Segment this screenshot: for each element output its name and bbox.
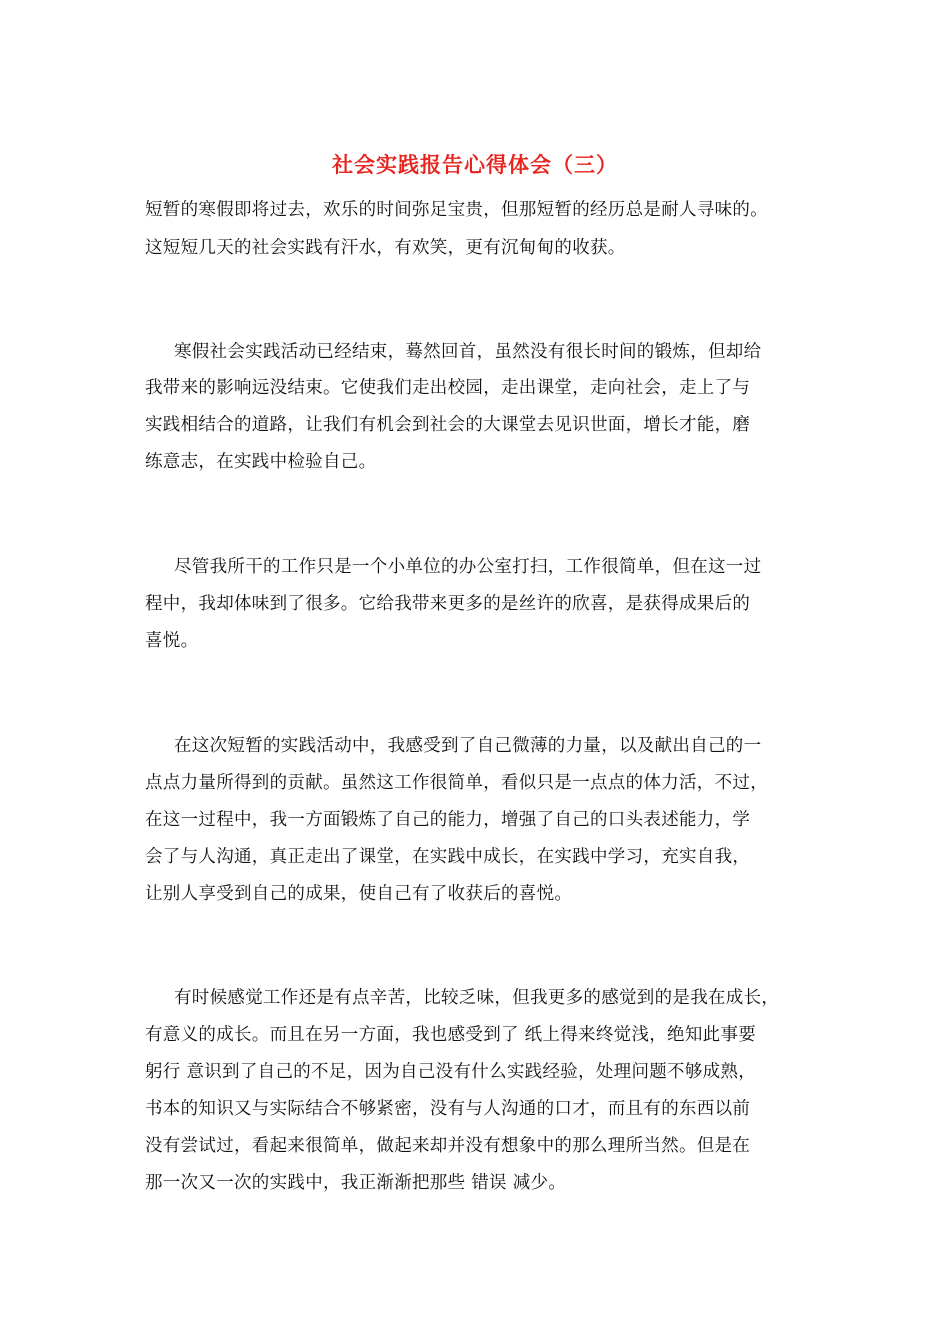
paragraph-3-line-1: 尽管我所干的工作只是一个小单位的办公室打扫，工作很简单，但在这一过 xyxy=(174,557,762,577)
paragraph-2-line-1: 寒假社会实践活动已经结束，蓦然回首，虽然没有很长时间的锻炼，但却给 xyxy=(174,342,762,362)
paragraph-4-line-5: 让别人享受到自己的成果，使自己有了收获后的喜悦。 xyxy=(145,884,573,904)
paragraph-2-line-4: 练意志，在实践中检验自己。 xyxy=(145,452,377,472)
paragraph-4-line-2: 点点力量所得到的贡献。虽然这工作很简单，看似只是一点点的体力活，不过， xyxy=(145,773,768,793)
paragraph-4-line-1: 在这次短暂的实践活动中，我感受到了自己微薄的力量，以及献出自己的一 xyxy=(174,736,762,756)
paragraph-2-line-2: 我带来的影响远没结束。它使我们走出校园，走出课堂，走向社会，走上了与 xyxy=(145,378,751,398)
paragraph-5-line-6: 那一次又一次的实践中，我正渐渐把那些 错误 减少。 xyxy=(145,1173,567,1193)
paragraph-5-line-2: 有意义的成长。而且在另一方面，我也感受到了 纸上得来终觉浅，绝知此事要 xyxy=(145,1025,757,1045)
paragraph-1-line-2: 这短短几天的社会实践有汗水，有欢笑，更有沉甸甸的收获。 xyxy=(145,238,626,258)
document-title: 社会实践报告心得体会（三） xyxy=(332,152,618,177)
paragraph-4-line-3: 在这一过程中，我一方面锻炼了自己的能力，增强了自己的口头表述能力，学 xyxy=(145,810,751,830)
paragraph-5-line-3: 躬行 意识到了自己的不足，因为自己没有什么实践经验，处理问题不够成熟， xyxy=(145,1062,757,1082)
paragraph-5-line-4: 书本的知识又与实际结合不够紧密，没有与人沟通的口才，而且有的东西以前 xyxy=(145,1099,751,1119)
paragraph-2-line-3: 实践相结合的道路，让我们有机会到社会的大课堂去见识世面，增长才能，磨 xyxy=(145,415,751,435)
paragraph-1-line-1: 短暂的寒假即将过去，欢乐的时间弥足宝贵，但那短暂的经历总是耐人寻味的。 xyxy=(145,200,768,220)
paragraph-4-line-4: 会了与人沟通，真正走出了课堂，在实践中成长，在实践中学习，充实自我， xyxy=(145,847,751,867)
paragraph-3-line-2: 程中，我却体味到了很多。它给我带来更多的是丝许的欣喜，是获得成果后的 xyxy=(145,594,751,614)
paragraph-5-line-1: 有时候感觉工作还是有点辛苦，比较乏味，但我更多的感觉到的是我在成长， xyxy=(174,988,780,1008)
paragraph-5-line-5: 没有尝试过，看起来很简单，做起来却并没有想象中的那么理所当然。但是在 xyxy=(145,1136,751,1156)
paragraph-3-line-3: 喜悦。 xyxy=(145,631,199,651)
